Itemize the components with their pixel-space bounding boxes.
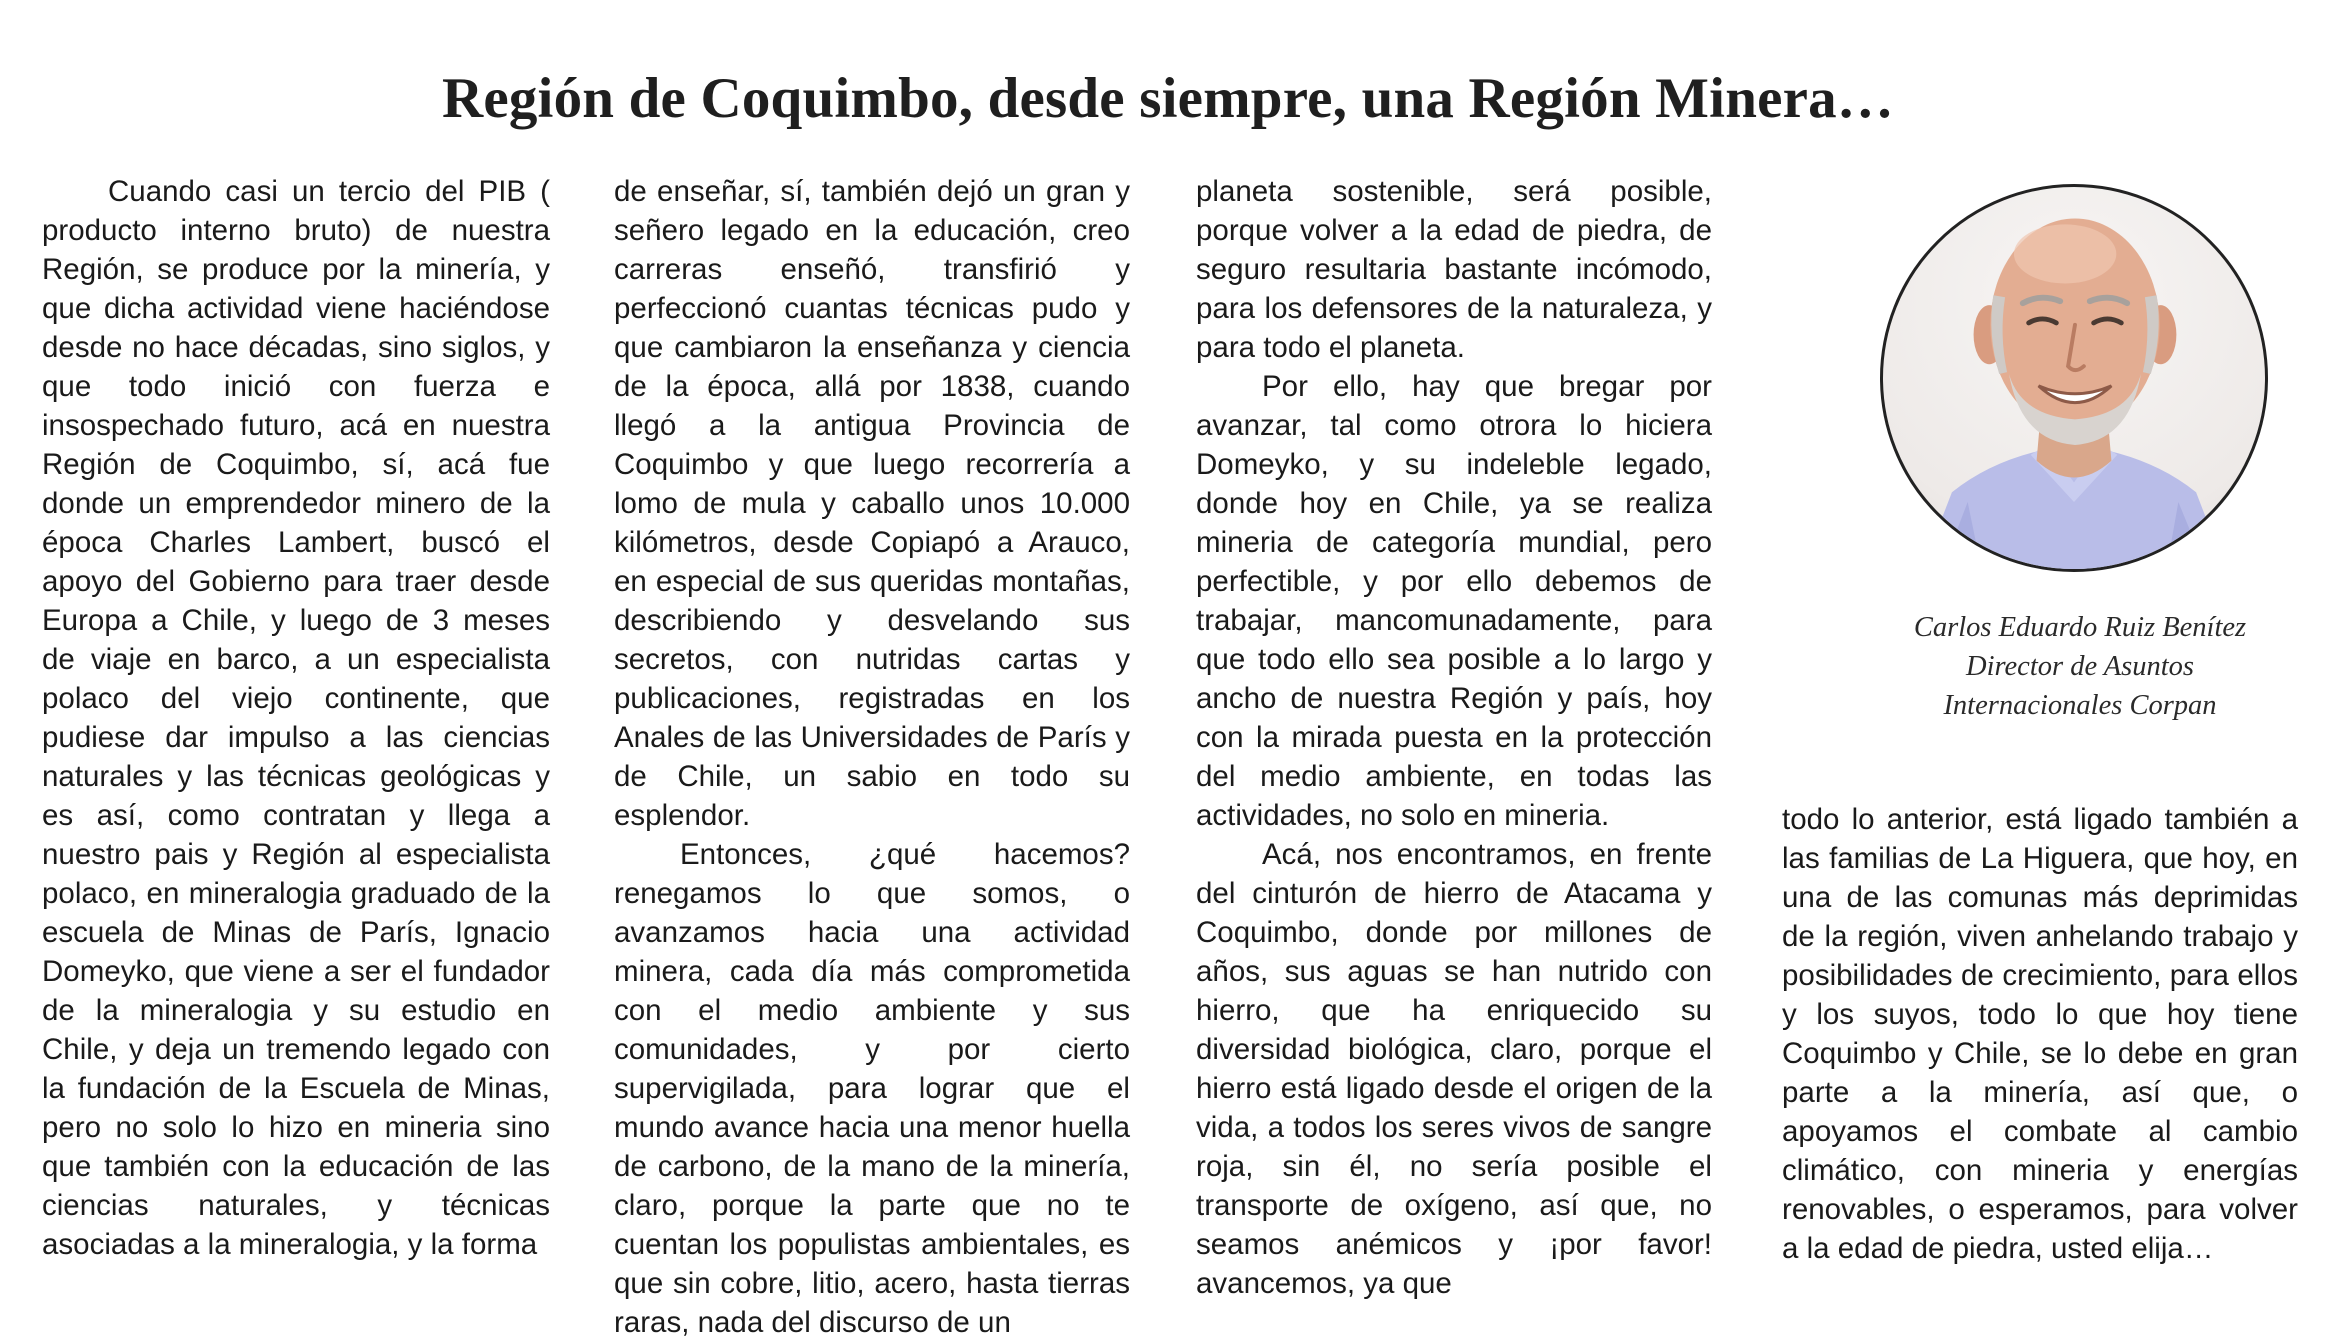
article-column-4 — [1782, 800, 2298, 1280]
paragraph: todo lo anterior, está ligado también a las familias de La Higuera, que hoy, en una de las comunas más deprimidas de la región, viven anhelando trabajo y posibilidades de crecimiento, para ellos y los suyos, todo lo que hoy tiene Coquimbo y Chile, se lo debe en gran parte a la minería, así que, o apoyamos el combate al cambio climático, con mineria y energías renovables, o esperamos, para volver a la edad de piedra, usted elija… — [1782, 803, 2298, 1265]
paragraph: planeta sostenible, será posible, porque volver a la edad de piedra, de seguro resultaria bastante incómodo, para los defensores de la naturaleza, y para todo el planeta. — [1196, 175, 1712, 364]
article-column-3 — [1196, 172, 1712, 1300]
paragraph: Acá, nos encontramos, en frente del cinturón de hierro de Atacama y Coquimbo, donde por millones de años, sus aguas se han nutrido con hierro, que ha enriquecido su diversidad biológica, claro, porque el hierro está ligado desde el origen de la vida, a todos los seres vivos de sangre roja, sin él, no sería posible el transporte de oxígeno, así que, no seamos anémicos y ¡por favor! avancemos, ya que — [1196, 838, 1712, 1300]
paragraph: Entonces, ¿qué hacemos? renegamos lo que somos, o avanzamos hacia una actividad minera, cada día más comprometida con el medio ambiente y sus comunidades, y por cierto supervigilada, para lograr que el mundo avance hacia una menor huella de carbono, de la mano de la minería, claro, porque la parte que no te cuentan los populistas ambientales, es que sin cobre, litio, acero, hasta tierras raras, nada del discurso de un — [614, 838, 1130, 1339]
article-title: Región de Coquimbo, desde siempre, una Región Minera… — [441, 67, 1895, 131]
author-role-line-1: Director de Asuntos — [1966, 651, 2194, 682]
author-caption — [1820, 608, 2336, 725]
paragraph: Cuando casi un tercio del PIB ( producto interno bruto) de nuestra Región, se produce por la minería, y que dicha actividad viene haciéndose desde no hace décadas, sino siglos, y que todo inició con fuerza e insospechado futuro, acá en nuestra Región de Coquimbo, sí, acá fue donde un emprendedor minero de la época Charles Lambert, buscó el apoyo del Gobierno para traer desde Europa a Chile, y luego de 3 meses de viaje en barco, a un especialista polaco del viejo continente, que pudiese dar impulso a las ciencias naturales y las técnicas geológicas y es así, como contratan y llega a nuestro pais y Región al especialista polaco, en mineralogia graduado de la escuela de Minas de París, Ignacio Domeyko, que viene a ser el fundador de la mineralogia y su estudio en Chile, y deja un tremendo legado con la fundación de la Escuela de Minas, pero no solo lo hizo en mineria sino que también con la educación de las ciencias naturales, y técnicas asociadas a la mineralogia, y la forma — [42, 175, 550, 1261]
paragraph: Por ello, hay que bregar por avanzar, tal como otrora lo hiciera Domeyko, y su indeleble legado, donde hoy en Chile, ya se realiza mineria de categoría mundial, pero perfectible, y por ello debemos de trabajar, mancomunadamente, para que todo ello sea posible a lo largo y ancho de nuestra Región y país, hoy con la mirada puesta en la protección del medio ambiente, en todas las actividades, no solo en mineria. — [1196, 370, 1712, 832]
paragraph: de enseñar, sí, también dejó un gran y señero legado en la educación, creo carreras enseñó, transfirió y perfeccionó cuantas técnicas pudo y que cambiaron la enseñanza y ciencia de la época, allá por 1838, cuando llegó a la antigua Provincia de Coquimbo y que luego recorrería a lomo de mula y caballo unos 10.000 kilómetros, desde Copiapó a Arauco, en especial de sus queridas montañas, describiendo y desvelando sus secretos, con nutridas cartas y publicaciones, registradas en los Anales de las Universidades de París y de Chile, un sabio en todo su esplendor. — [614, 175, 1130, 832]
author-photo — [1880, 184, 2268, 572]
article-column-2 — [614, 172, 1130, 1339]
article-column-1 — [42, 172, 550, 1282]
author-name: Carlos Eduardo Ruiz Benítez — [1913, 612, 2247, 643]
author-role-line-2: Internacionales Corpan — [1943, 690, 2217, 721]
author-portrait-icon — [1883, 187, 2265, 569]
